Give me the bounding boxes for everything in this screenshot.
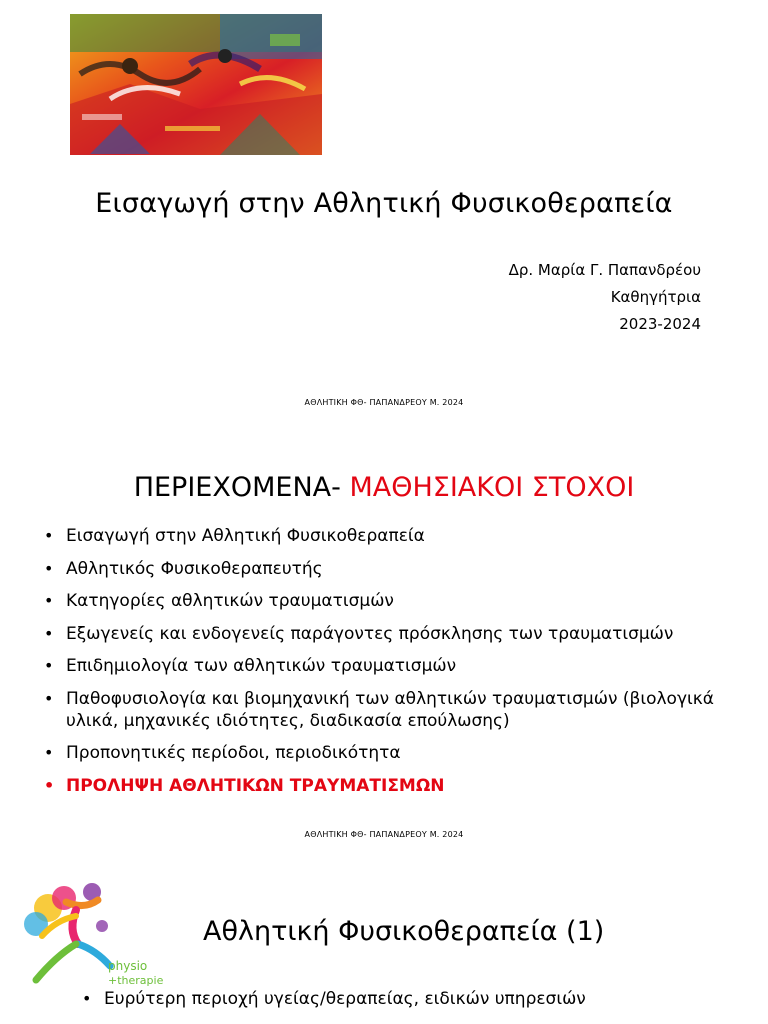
slide-2-footer: ΑΘΛΗΤΙΚΗ ΦΘ- ΠΑΠΑΝΔΡΕΟΥ Μ. 2024 bbox=[304, 830, 464, 839]
author-role: Καθηγήτρια bbox=[610, 288, 701, 306]
list-item bbox=[44, 742, 744, 764]
list-item bbox=[44, 655, 744, 677]
list-item-text: Προπονητικές περίοδοι, περιοδικότητα bbox=[66, 743, 401, 763]
slide-2-title bbox=[0, 472, 768, 503]
list-item-text: Αθλητικός Φυσικοθεραπευτής bbox=[66, 558, 323, 579]
bullet-icon: • bbox=[44, 623, 54, 643]
list-item bbox=[44, 623, 744, 645]
logo-text-therapie: +therapie bbox=[108, 974, 164, 987]
list-item bbox=[44, 525, 744, 547]
list-item-text: ΠΡΟΛΗΨΗ ΑΘΛΗΤΙΚΩΝ ΤΡΑΥΜΑΤΙΣΜΩΝ bbox=[66, 775, 445, 796]
list-item-text: Εξωγενείς και ενδογενείς παράγοντες πρόσκλησης των τραυματισμών bbox=[66, 623, 674, 644]
bullet-icon: • bbox=[44, 591, 54, 610]
physio-therapie-logo bbox=[6, 880, 191, 988]
slide-2-title-main: ΠΕΡΙΕΧΟΜΕΝΑ- bbox=[133, 472, 350, 503]
slide-1-title: Εισαγωγή στην Αθλητική Φυσικοθεραπεία bbox=[95, 188, 673, 219]
list-item-text: Ευρύτερη περιοχή υγείας/θεραπείας, ειδικών υπηρεσιών bbox=[104, 989, 586, 1009]
slide-2 bbox=[0, 430, 768, 860]
list-item-text: Παθοφυσιολογία και βιομηχανική των αθλητικών τραυματισμών (βιολογικά υλικά, μηχανικές ιδιότητες, διαδικασία επούλωσης) bbox=[66, 688, 714, 731]
list-item-text: Επιδημιολογία των αθλητικών τραυματισμών bbox=[66, 656, 457, 676]
slide-3 bbox=[0, 860, 768, 1024]
bullet-icon: • bbox=[44, 775, 55, 795]
author-name: Δρ. Μαρία Γ. Παπανδρέου bbox=[508, 261, 701, 279]
slide-2-title-accent: ΜΑΘΗΣΙΑΚΟΙ ΣΤΟΧΟΙ bbox=[349, 472, 635, 503]
bullet-icon: • bbox=[44, 558, 54, 578]
list-item-text: Εισαγωγή στην Αθλητική Φυσικοθεραπεία bbox=[66, 526, 425, 546]
academic-year: 2023-2024 bbox=[619, 315, 701, 333]
runner-icon bbox=[24, 883, 110, 980]
contents-list bbox=[44, 525, 744, 807]
slide-3-title: Αθλητική Φυσικοθεραπεία (1) bbox=[203, 916, 605, 947]
athletes-painting bbox=[70, 14, 322, 155]
list-item bbox=[44, 558, 744, 580]
author-block bbox=[509, 257, 701, 338]
bullet-icon: • bbox=[82, 989, 92, 1008]
slide-1-footer: ΑΘΛΗΤΙΚΗ ΦΘ- ΠΑΠΑΝΔΡΕΟΥ Μ. 2024 bbox=[304, 398, 464, 407]
list-item-text: Κατηγορίες αθλητικών τραυματισμών bbox=[66, 591, 394, 611]
list-item-highlight bbox=[44, 775, 744, 797]
list-item bbox=[44, 688, 744, 732]
bullet-icon: • bbox=[44, 656, 54, 675]
slide-1 bbox=[0, 0, 768, 430]
bullet-icon: • bbox=[44, 688, 54, 708]
list-item bbox=[44, 590, 744, 612]
logo-text-physio: physio bbox=[108, 959, 148, 973]
bullet-icon: • bbox=[44, 526, 54, 545]
bullet-icon: • bbox=[44, 743, 54, 762]
slide-3-list bbox=[82, 988, 762, 1018]
list-item bbox=[82, 988, 762, 1010]
